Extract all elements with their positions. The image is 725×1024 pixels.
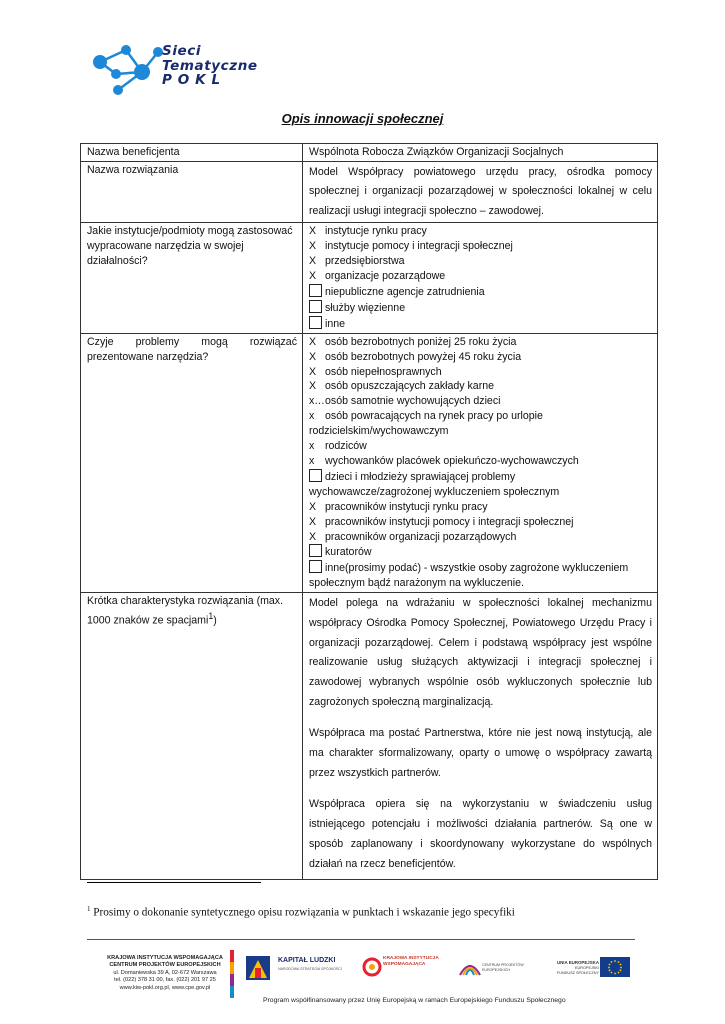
eu-flag-icon <box>600 957 630 977</box>
footer-krajowa-line: ul. Domaniewska 39 A, 02-672 Warszawa <box>113 969 217 976</box>
charakterystyka-value <box>303 593 658 880</box>
rozwiazanie-value: Model Współpracy powiatowego urzędu pracy, ośrodka pomocy społecznej i organizacji pozarządowej w społeczności lokalnej w celu realizacji usługi integracji społeczno – zawodowej. <box>303 161 658 223</box>
rozwiazanie-label: Nazwa rozwiązania <box>81 161 303 223</box>
list-item <box>309 500 652 515</box>
charakterystyka-label <box>81 593 303 880</box>
list-item <box>309 379 652 394</box>
footer-separator <box>87 939 635 940</box>
item-text: służby więzienne <box>325 301 406 314</box>
check-mark: X <box>309 515 317 528</box>
problemy-label-line-2: prezentowane narzędzia? <box>87 350 209 363</box>
list-item <box>309 409 652 424</box>
document-title: Opis innowacji społecznej <box>281 111 444 126</box>
check-mark: x… <box>309 395 325 408</box>
list-item <box>309 300 652 316</box>
check-mark: x <box>309 455 315 467</box>
list-item <box>309 365 652 380</box>
check-mark: X <box>309 335 317 348</box>
beneficjent-value: Wspólnota Robocza Związków Organizacji Socjalnych <box>303 144 658 162</box>
logo-line-2: Tematyczne <box>162 57 258 74</box>
list-item <box>309 515 652 530</box>
footnote-number: 1 <box>87 905 91 913</box>
item-text: niepubliczne agencje zatrudnienia <box>325 286 485 299</box>
check-mark: X <box>309 365 317 378</box>
check-mark: X <box>309 500 317 513</box>
item-text: osób powracających na rynek pracy po urlopie <box>325 410 543 423</box>
kapital-ludzki-title: KAPITAŁ LUDZKI <box>278 957 336 964</box>
list-item <box>309 544 652 560</box>
list-item <box>309 439 652 454</box>
check-mark: X <box>309 530 317 543</box>
kapital-ludzki-subtitle: NARODOWA STRATEGIA SPÓJNOŚCI <box>278 967 342 971</box>
list-item <box>309 394 652 409</box>
footnote-ref: 1 <box>208 611 214 622</box>
logo-line-1: Sieci <box>162 43 202 59</box>
item-text: osób bezrobotnych powyżej 45 roku życia <box>325 350 522 363</box>
item-text: rodziców <box>325 440 367 453</box>
list-item <box>309 316 652 332</box>
footer-krajowa-block <box>90 955 240 992</box>
check-mark: X <box>309 255 317 268</box>
item-text: osób opuszczających zakłady karne <box>325 380 495 393</box>
footer-krajowa-line: www.kiw-pokl.org.pl, www.cpe.gov.pl <box>119 984 211 991</box>
empty-checkbox-icon <box>309 544 322 557</box>
paragraph: Współpraca ma postać Partnerstwa, które nie jest nową instytucją, ale ma charakter sformalizowany, oparty o umowę o współpracy zawartą przez wszystkich partnerów. <box>309 727 652 779</box>
check-mark: X <box>309 380 317 393</box>
footnote-separator <box>87 882 261 883</box>
item-text: wychowanków placówek opiekuńczo-wychowawczych <box>325 455 579 467</box>
beneficjent-label: Nazwa beneficjenta <box>81 144 303 162</box>
paragraph: Współpraca opiera się na wykorzystaniu w świadczeniu usług istniejącego potencjału i możliwości działania partnerów. Są one w sposób zaplanowany i skoordynowany wykorzystane do wspólnych działań na rzecz beneficjentów. <box>309 798 652 870</box>
table-row <box>81 593 658 880</box>
list-item <box>309 530 652 545</box>
item-text: pracowników instytucji pomocy i integracji społecznej <box>325 515 574 528</box>
item-text: instytucje pomocy i integracji społecznej <box>325 240 513 253</box>
check-mark: X <box>309 350 317 363</box>
empty-checkbox-icon <box>309 469 322 482</box>
instytucja-wspomagajaca-logo-icon <box>362 955 382 977</box>
item-text: pracowników instytucji rynku pracy <box>325 500 488 513</box>
item-text: osób bezrobotnych poniżej 25 roku życia <box>325 335 517 348</box>
item-text: osób niepełnosprawnych <box>325 365 442 378</box>
problemy-list <box>303 333 658 592</box>
list-item <box>309 469 652 485</box>
table-row <box>81 333 658 592</box>
instytucje-list <box>303 223 658 333</box>
list-item-continuation: społecznym bądź narażonym na wykluczenie. <box>309 577 524 590</box>
list-item-continuation: rodzicielskim/wychowawczym <box>309 425 449 438</box>
label-part: Krótka charakterystyka rozwiązania (max. <box>87 595 284 608</box>
logo-line-3: P O K L <box>162 72 221 88</box>
list-item <box>309 335 652 350</box>
ue-line: UNIA EUROPEJSKA <box>556 960 599 965</box>
empty-checkbox-icon <box>309 284 322 297</box>
item-text: osób samotnie wychowujących dzieci <box>325 395 501 408</box>
list-item <box>309 350 652 365</box>
label-part: ) <box>213 614 217 627</box>
footer-krajowa-line: KRAJOWA INSTYTUCJA WSPOMAGAJĄCA <box>107 955 223 961</box>
footnote-text: Prosimy o dokonanie syntetycznego opisu rozwiązania w punktach i wskazanie jego specyfiki <box>90 906 515 919</box>
problemy-label <box>81 333 303 592</box>
ue-text <box>547 961 599 975</box>
list-item <box>309 239 652 254</box>
item-text: instytucje rynku pracy <box>325 225 427 238</box>
instytucje-label: Jakie instytucje/podmioty mogą zastosować wypracowane narzędzia w swojej działalności? <box>81 223 303 333</box>
program-cofinancing-text: Program współfinansowany przez Unię Europejską w ramach Europejskiego Funduszu Społecznego <box>263 997 566 1004</box>
list-item <box>309 454 652 469</box>
table-row <box>81 223 658 333</box>
item-text: inne(prosimy podać) - wszystkie osoby zagrożone wykluczeniem <box>325 562 629 575</box>
problemy-label-line-1: Czyje problemy mogą rozwiązać <box>87 335 297 348</box>
label-part: 1000 znaków ze spacjami <box>87 614 209 627</box>
list-item <box>309 269 652 284</box>
empty-checkbox-icon <box>309 560 322 573</box>
empty-checkbox-icon <box>309 316 322 329</box>
empty-checkbox-icon <box>309 300 322 313</box>
list-item <box>309 560 652 576</box>
check-mark: X <box>309 240 317 253</box>
ue-line: FUNDUSZ SPOŁECZNY <box>556 970 599 975</box>
logo-text <box>162 44 258 88</box>
item-text: dzieci i młodzieży sprawiającej problemy <box>325 470 516 483</box>
item-text: pracowników organizacji pozarządowych <box>325 530 517 543</box>
list-item-continuation: wychowawcze/zagrożonej wykluczeniem społecznym <box>309 485 560 498</box>
list-item <box>309 254 652 269</box>
check-mark: x <box>309 440 315 453</box>
footnote <box>87 905 515 919</box>
check-mark: X <box>309 270 317 283</box>
check-mark: x <box>309 410 315 423</box>
item-text: przedsiębiorstwa <box>325 255 405 268</box>
cpe-logo-icon <box>458 955 482 979</box>
footer-krajowa-line: CENTRUM PROJEKTÓW EUROPEJSKICH <box>109 962 221 969</box>
footer-color-bar <box>230 950 234 998</box>
paragraph: Model polega na wdrażaniu w społeczności lokalnej mechanizmu współpracy Ośrodka Pomocy Społecznej, Powiatowego Urzędu Pracy i organizacji pozarządowej. Celem i podstawą współpracy jest wspólne realizowanie usług służących aktywizacji i integracji społecznej i zawodowej wybranych wspólnie osób wykluczonych społecznie lub zagrożonych społeczną marginalizacją. <box>309 597 652 708</box>
list-item <box>309 224 652 239</box>
item-text: inne <box>325 317 346 330</box>
table-row <box>81 144 658 162</box>
list-item <box>309 284 652 300</box>
table-row <box>81 161 658 223</box>
footer-krajowa-line: tel. (022) 378 31 00, fax. (022) 201 97 25 <box>114 977 216 984</box>
cpe-text: CENTRUM PROJEKTÓW EUROPEJSKICH <box>482 963 524 972</box>
instytucja-wspomagajaca-text: KRAJOWA INSTYTUCJA WSPOMAGAJĄCA <box>383 956 439 967</box>
item-text: kuratorów <box>325 546 372 559</box>
check-mark: X <box>309 225 317 238</box>
innovation-table <box>80 143 658 880</box>
ue-line: EUROPEJSKI <box>574 965 599 970</box>
item-text: organizacje pozarządowe <box>325 270 446 283</box>
